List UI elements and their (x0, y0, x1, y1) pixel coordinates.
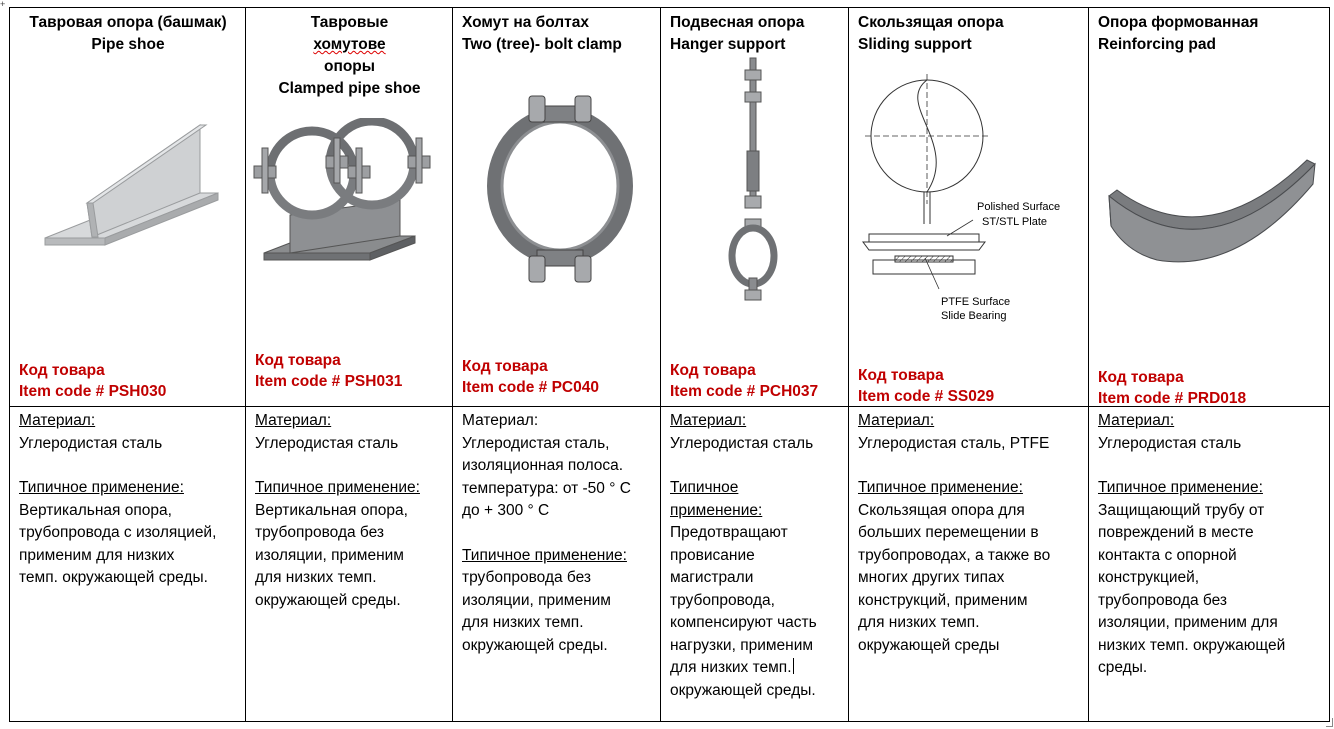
usage-line: Вертикальная опора, (255, 501, 408, 519)
usage-line: трубопровода без (255, 524, 385, 541)
product-cell-hanger-support (661, 8, 849, 407)
usage-line: провисание (670, 546, 755, 564)
title-en: Pipe shoe (91, 36, 165, 53)
product-cell-pipe-shoe (10, 8, 246, 407)
usage-line: применим для низких (19, 546, 175, 564)
details-cell-hanger-support (661, 407, 849, 722)
usage-label: Типичное применение: (19, 479, 184, 496)
details-cell-sliding-support (849, 407, 1089, 722)
product-title (10, 8, 245, 56)
material-label: Материал: (858, 412, 935, 429)
title-ru-line-1 (255, 12, 444, 56)
material-line: Углеродистая сталь (1098, 434, 1242, 452)
title-ru: Хомут на болтах (462, 14, 589, 31)
material-line: Углеродистая сталь (19, 434, 163, 452)
usage-label: Типичное применение: (462, 546, 627, 564)
text-cursor (793, 658, 794, 674)
material-label: Материал: (19, 412, 96, 429)
usage-line: для низких темп. (462, 614, 584, 631)
title-ru: Скользящая опора (858, 14, 1004, 31)
clamped-pipe-shoe-icon (250, 118, 440, 268)
product-title (849, 8, 1088, 56)
material-line: Углеродистая сталь (255, 434, 399, 452)
usage-label: Типичное применение: (858, 479, 1023, 496)
item-code (858, 365, 994, 407)
material-label: Материал: (1098, 412, 1175, 429)
product-title (453, 8, 660, 56)
product-cell-bolt-clamp (453, 8, 661, 407)
usage-label: Типичное применение: (1098, 479, 1263, 496)
usage-line: для низких темп. (255, 569, 377, 586)
table-move-handle[interactable]: + (0, 0, 6, 9)
material-label: Материал: (255, 412, 332, 429)
code-label-ru: Код товара (255, 352, 341, 369)
usage-line: Предотвращают (670, 524, 788, 541)
title-ru: Опора формованная (1098, 14, 1259, 31)
material-line: до + 300 ° С (462, 502, 550, 519)
usage-line: окружающей среды (858, 636, 1000, 654)
title-en: Reinforcing pad (1098, 36, 1216, 53)
usage-line: трубопроводах, а также во (858, 546, 1051, 564)
usage-line: окружающей среды. (670, 681, 816, 699)
usage-line: изоляции, применим (255, 546, 404, 564)
code-value: Item code # PSH030 (19, 383, 167, 400)
usage-label: Типичное (670, 479, 739, 496)
usage-line-with-caret[interactable] (670, 657, 840, 680)
title-en: Two (tree)- bolt clamp (462, 36, 622, 53)
details-cell-reinforcing-pad (1089, 407, 1330, 722)
diagram-label-slide-bearing: Slide Bearing (941, 310, 1007, 322)
usage-line: магистрали (670, 569, 754, 586)
details-cell-bolt-clamp (453, 407, 661, 722)
usage-line: повреждений в месте (1098, 524, 1254, 541)
title-en: Clamped pipe shoe (278, 80, 421, 97)
item-code (19, 360, 166, 402)
item-code (462, 356, 599, 398)
details-cell-clamped-pipe-shoe (246, 407, 453, 722)
code-value: Item code # PRD018 (1098, 390, 1247, 407)
product-cell-sliding-support (849, 8, 1089, 407)
title-ru: Тавровая опора (башмак) (29, 14, 227, 31)
usage-label: применение: (670, 501, 763, 519)
usage-line: для низких темп. (670, 659, 792, 676)
usage-line: трубопровода без (462, 569, 592, 586)
usage-line: контакта с опорной (1098, 546, 1237, 564)
usage-line: трубопровода с изоляцией, (19, 524, 217, 541)
diagram-label-ptfe-surface: PTFE Surface (941, 296, 1011, 308)
code-value: Item code # PSH031 (255, 373, 403, 390)
material-line: Углеродистая сталь, (462, 434, 610, 452)
code-label-ru: Код товара (858, 367, 944, 384)
material-line: изоляционная полоса. (462, 457, 624, 474)
usage-line: Защищающий трубу от (1098, 501, 1265, 519)
code-label-ru: Код товара (1098, 369, 1184, 386)
code-label-ru: Код товара (462, 358, 548, 375)
usage-line: многих других типах (858, 569, 1005, 586)
diagram-label-plate: ST/STL Plate (982, 216, 1048, 228)
material-line: температура: от -50 ° С (462, 479, 631, 497)
product-spec-table (9, 7, 1330, 722)
code-value: Item code # SS029 (858, 388, 995, 405)
usage-line: окружающей среды. (255, 591, 401, 609)
product-title (1089, 8, 1329, 56)
usage-line: среды. (1098, 659, 1148, 676)
item-code (255, 350, 402, 392)
usage-line: трубопровода, (670, 591, 775, 609)
item-code (670, 360, 818, 402)
material-label: Материал: (462, 412, 539, 429)
diagram-label-polished-surface: Polished Surface (977, 201, 1061, 213)
usage-line: конструкций, применим (858, 591, 1028, 609)
product-title (661, 8, 848, 56)
material-line: Углеродистая сталь, PTFE (858, 434, 1050, 452)
usage-line: нагрузки, применим (670, 636, 814, 654)
bolt-clamp-icon (485, 86, 635, 286)
product-title (246, 8, 452, 100)
code-label-ru: Код товара (670, 362, 756, 379)
usage-line: окружающей среды. (462, 636, 608, 654)
sliding-support-diagram-icon (855, 74, 1085, 324)
title-en: Hanger support (670, 36, 786, 53)
usage-label: Типичное применение: (255, 479, 420, 496)
title-ru: Подвесная опора (670, 14, 805, 31)
title-en: Sliding support (858, 36, 972, 53)
usage-line: темп. окружающей среды. (19, 569, 208, 586)
reinforcing-pad-icon (1107, 156, 1322, 271)
product-cell-reinforcing-pad (1089, 8, 1330, 407)
hanger-support-icon (723, 56, 783, 306)
material-label: Материал: (670, 412, 747, 429)
title-ru-word-1: Тавровые (310, 14, 389, 31)
details-cell-pipe-shoe (10, 407, 246, 722)
table-resize-handle[interactable] (1326, 718, 1333, 727)
usage-line: больших перемещении в (858, 524, 1039, 541)
title-ru-line-2: опоры (323, 58, 375, 75)
title-ru-misspelled-word[interactable]: хомутове (313, 36, 386, 53)
product-cell-clamped-pipe-shoe (246, 8, 453, 407)
usage-line: Вертикальная опора, (19, 501, 172, 519)
usage-line: компенсируют часть (670, 614, 817, 631)
usage-line: низких темп. окружающей (1098, 636, 1286, 654)
code-value: Item code # PC040 (462, 379, 599, 396)
usage-line: трубопровода без (1098, 591, 1228, 609)
pipe-shoe-icon (40, 113, 220, 253)
material-line: Углеродистая сталь (670, 434, 814, 452)
item-code (1098, 367, 1246, 409)
code-value: Item code # PCH037 (670, 383, 819, 400)
code-label-ru: Код товара (19, 362, 105, 379)
usage-line: изоляции, применим (462, 591, 611, 609)
usage-line: конструкцией, (1098, 569, 1200, 586)
usage-line: изоляции, применим для (1098, 614, 1278, 631)
usage-line: Скользящая опора для (858, 501, 1025, 519)
usage-line: для низких темп. (858, 614, 980, 631)
